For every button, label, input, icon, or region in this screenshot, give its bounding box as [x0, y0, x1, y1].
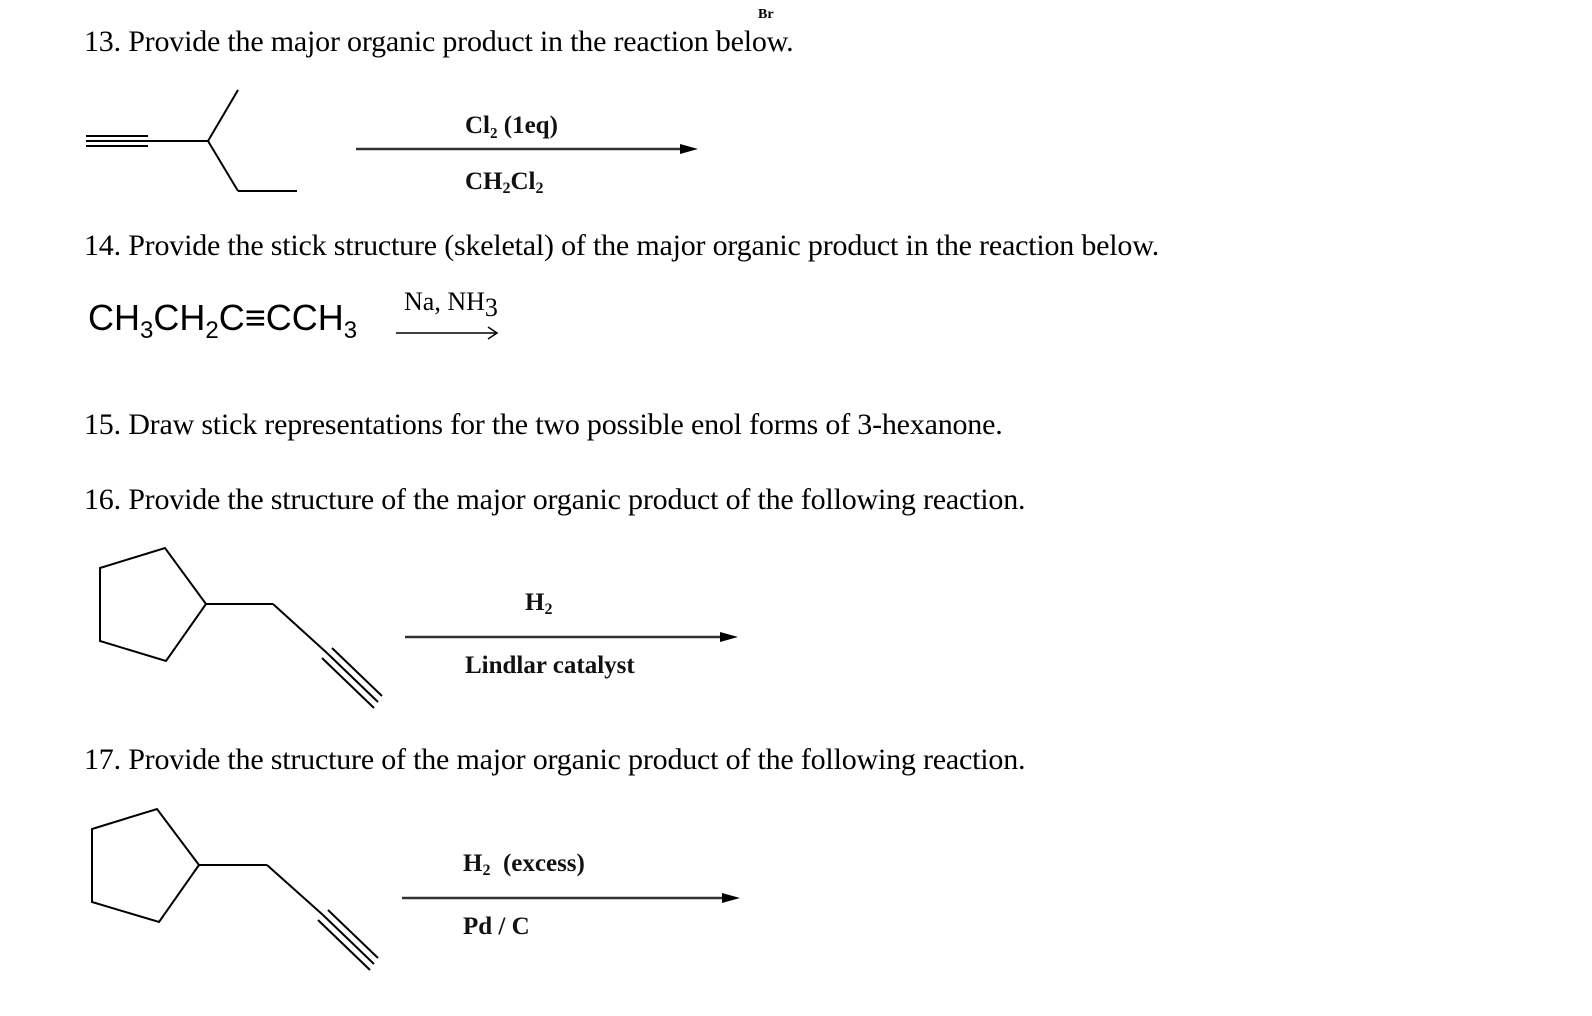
question-16-text: 16. Provide the structure of the major organic product of the following reaction.: [84, 483, 1026, 516]
reaction-conditions-14: Na, $NH_3$: [404, 287, 498, 322]
question-13-text: 13. Provide the major organic product in the reaction below.: [84, 25, 794, 58]
question-15-text: 15. Draw stick representations for the two possible enol forms of 3-hexanone.: [84, 408, 1003, 441]
reagent-below-arrow-17: Pd / C: [463, 913, 530, 940]
alkyne-formula-14: $CH_3CH_2C\equiv CCH_3$: [88, 297, 358, 344]
reaction-arrow-17: [402, 893, 740, 903]
reagent-below-arrow-16: Lindlar catalyst: [465, 652, 635, 679]
bromine-label: Br: [758, 7, 774, 22]
cyclopentyl-propyne-17: [92, 809, 378, 970]
reagent-above-arrow-16: $H_2$: [525, 589, 553, 618]
question-17-text: 17. Provide the structure of the major organic product of the following reaction.: [84, 743, 1026, 776]
reagent-above-arrow-13: Cl₂ (1eq): [465, 112, 558, 139]
question-14-text: 14. Provide the stick structure (skeletal) of the major organic product in the reaction below.: [84, 229, 1160, 262]
reagent-above-arrow-17: $H_2$ (excess): [463, 850, 585, 879]
reagent-below-arrow-13: $CH_2Cl_2$: [465, 168, 544, 197]
